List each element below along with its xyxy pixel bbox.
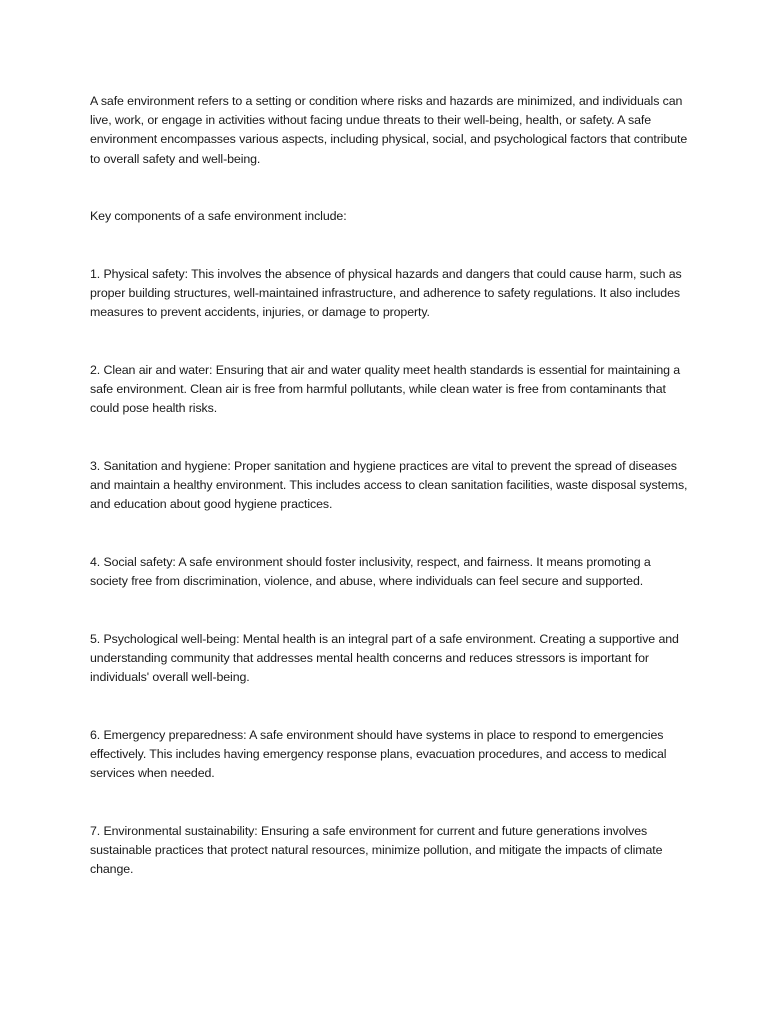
- components-lead-paragraph: Key components of a safe environment include:: [90, 209, 347, 224]
- list-item-social-safety: 4. Social safety: A safe environment should foster inclusivity, respect, and fairness. It means promoting a society free from discrimination, violence, and abuse, where individuals can feel secure and supported.: [90, 554, 651, 588]
- list-item-physical-safety: 1. Physical safety: This involves the absence of physical hazards and dangers that could cause harm, such as proper building structures, well-maintained infrastructure, and adherence to safety regulations. It also includes measures to prevent accidents, injuries, or damage to property.: [90, 266, 682, 320]
- list-item-psychological-wellbeing: 5. Psychological well-being: Mental health is an integral part of a safe environment. Creating a supportive and understanding community that addresses mental health concerns and reduces stressors is important for individuals' overall well-being.: [90, 631, 679, 684]
- list-item-environmental-sustainability: 7. Environmental sustainability: Ensuring a safe environment for current and future generations involves sustainable practices that protect natural resources, minimize pollution, and mitigate the impacts of climate change.: [90, 823, 663, 876]
- list-item-emergency-preparedness: 6. Emergency preparedness: A safe environment should have systems in place to respond to emergencies effectively. This includes having emergency response plans, evacuation procedures, and access to medical services when needed.: [90, 727, 667, 780]
- list-item-clean-air-water: 2. Clean air and water: Ensuring that air and water quality meet health standards is essential for maintaining a safe environment. Clean air is free from harmful pollutants, while clean water is free from contaminants that could pose health risks.: [90, 362, 681, 416]
- list-item-sanitation-hygiene: 3. Sanitation and hygiene: Proper sanitation and hygiene practices are vital to prevent the spread of diseases and maintain a healthy environment. This includes access to clean sanitation facilities, waste disposal systems, and education about good hygiene practices.: [90, 458, 688, 512]
- intro-paragraph: A safe environment refers to a setting or condition where risks and hazards are minimized, and individuals can live, work, or engage in activities without facing undue threats to their well-being, health, or safety. A safe environment encompasses various aspects, including physical, social, and psychological factors that contribute to overall safety and well-being.: [90, 94, 688, 166]
- document-body: [90, 92, 690, 918]
